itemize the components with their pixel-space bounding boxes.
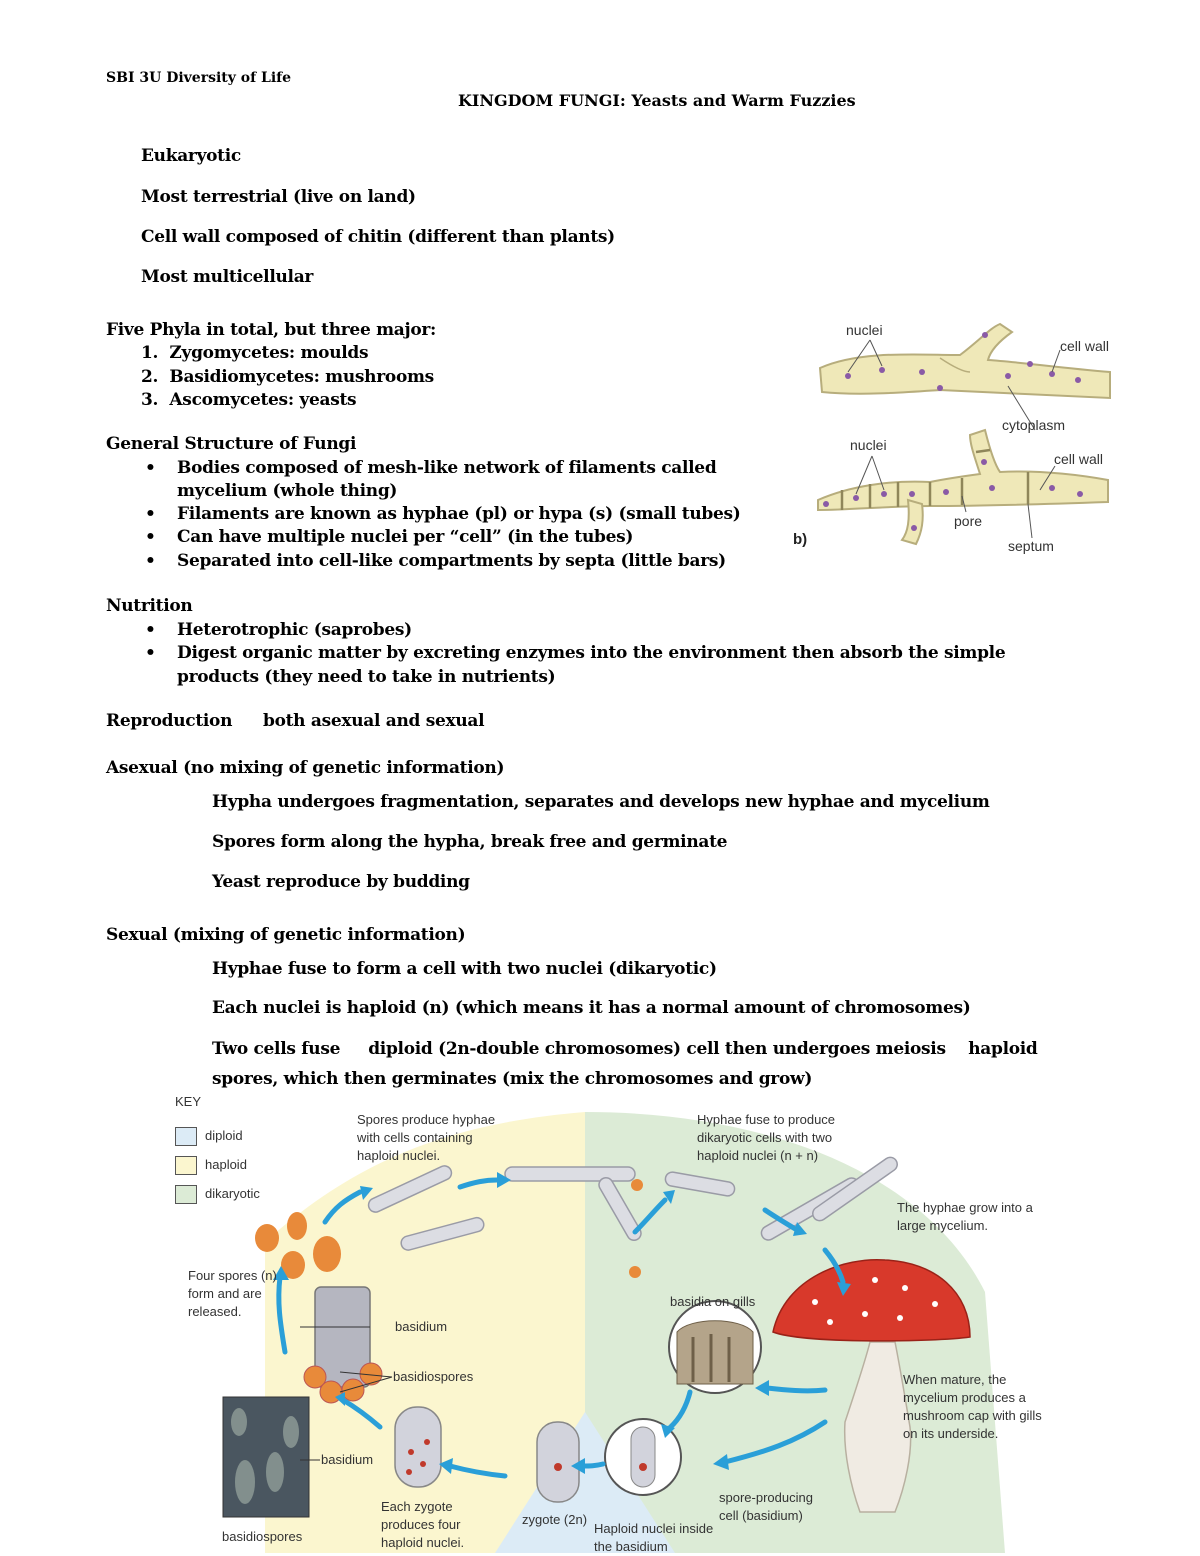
- caption-four-spores: Four spores (n) form and are released.: [188, 1268, 277, 1319]
- key-swatch-dikaryotic: [175, 1185, 197, 1204]
- phyla-item: 3. Ascomycetes: yeasts: [141, 390, 357, 410]
- structure-heading: General Structure of Fungi: [106, 434, 357, 454]
- sexual-item: Each nuclei is haploid (n) (which means it has a normal amount of chromosomes): [212, 998, 971, 1018]
- structure-item: Can have multiple nuclei per “cell” (in the tubes): [177, 527, 634, 547]
- sexual-item: Two cells fuse diploid (2n-double chromosomes) cell then undergoes meiosis haploid: [212, 1039, 1038, 1059]
- caption-hyphae-fuse: Hyphae fuse to produce dikaryotic cells with two haploid nuclei (n + n): [697, 1112, 836, 1163]
- bullet-icon: •: [145, 620, 156, 640]
- label-nuclei-bottom: nuclei: [850, 437, 887, 453]
- sexual-heading: Sexual (mixing of genetic information): [106, 925, 466, 945]
- nutrition-item: Digest organic matter by excreting enzymes into the environment then absorb the simple: [177, 643, 1006, 663]
- caption-basidia-on-gills: basidia on gills: [670, 1294, 756, 1309]
- fact-eukaryotic: Eukaryotic: [141, 146, 241, 166]
- label-nuclei-top: nuclei: [846, 322, 883, 338]
- nutrition-item: products (they need to take in nutrients): [177, 667, 556, 687]
- key-swatch-diploid: [175, 1127, 197, 1146]
- caption-when-mature: When mature, the mycelium produces a mushroom cap with gills on its underside.: [903, 1372, 1042, 1441]
- label-cytoplasm: cytoplasm: [1002, 417, 1066, 433]
- caption-basidium-1: basidium: [395, 1319, 448, 1334]
- phyla-heading: Five Phyla in total, but three major:: [106, 320, 437, 340]
- label-cell-wall-top: cell wall: [1060, 338, 1110, 354]
- bullet-icon: •: [145, 551, 156, 571]
- panel-label: b): [793, 531, 808, 548]
- caption-basidiospores-1: basidiospores: [393, 1369, 474, 1384]
- asexual-item: Yeast reproduce by budding: [212, 872, 470, 892]
- sexual-item: Hyphae fuse to form a cell with two nuclei (dikaryotic): [212, 959, 717, 979]
- hyphae-diagram: [790, 310, 1120, 570]
- course-header: SBI 3U Diversity of Life: [106, 70, 292, 86]
- label-cell-wall-bottom: cell wall: [1054, 451, 1104, 467]
- structure-item: Filaments are known as hyphae (pl) or hypa (s) (small tubes): [177, 504, 741, 524]
- structure-item: Bodies composed of mesh-like network of filaments called: [177, 458, 717, 478]
- fact-terrestrial: Most terrestrial (live on land): [141, 187, 416, 207]
- caption-grow-mycelium: The hyphae grow into a large mycelium.: [897, 1200, 1033, 1233]
- fact-multicellular: Most multicellular: [141, 267, 314, 287]
- asexual-item: Hypha undergoes fragmentation, separates and develops new hyphae and mycelium: [212, 792, 990, 812]
- phyla-item: 1. Zygomycetes: moulds: [141, 343, 369, 363]
- reproduction-text: both asexual and sexual: [263, 711, 485, 731]
- caption-haploid-nuclei: Haploid nuclei inside the basidium: [594, 1521, 714, 1554]
- caption-each-zygote: Each zygote produces four haploid nuclei.: [381, 1499, 465, 1550]
- label-pore: pore: [954, 513, 983, 529]
- structure-item: Separated into cell-like compartments by septa (little bars): [177, 551, 726, 571]
- nutrition-item: Heterotrophic (saprobes): [177, 620, 412, 640]
- key-label-diploid: diploid: [205, 1128, 243, 1143]
- caption-zygote: zygote (2n): [522, 1512, 588, 1527]
- structure-item: mycelium (whole thing): [177, 481, 398, 501]
- caption-basidium-2: basidium: [321, 1452, 374, 1467]
- gills-detail: [669, 1301, 761, 1393]
- key-label-haploid: haploid: [205, 1157, 247, 1172]
- reproduction-label: Reproduction: [106, 711, 233, 731]
- page-title: KINGDOM FUNGI: Yeasts and Warm Fuzzies: [458, 91, 856, 110]
- asexual-heading: Asexual (no mixing of genetic information): [106, 758, 505, 778]
- bullet-icon: •: [145, 527, 156, 547]
- nutrition-heading: Nutrition: [106, 596, 193, 616]
- key-swatch-haploid: [175, 1156, 197, 1175]
- sexual-item: spores, which then germinates (mix the chromosomes and grow): [212, 1069, 813, 1089]
- caption-basidiospores-2: basidiospores: [222, 1529, 303, 1544]
- key-title: KEY: [175, 1094, 202, 1109]
- caption-spore-producing: spore-producing cell (basidium): [719, 1490, 813, 1523]
- phyla-item: 2. Basidiomycetes: mushrooms: [141, 367, 434, 387]
- asexual-item: Spores form along the hypha, break free and germinate: [212, 832, 728, 852]
- bullet-icon: •: [145, 504, 156, 524]
- label-septum: septum: [1008, 538, 1054, 554]
- key-label-dikaryotic: dikaryotic: [205, 1186, 260, 1201]
- bullet-icon: •: [145, 643, 156, 663]
- fact-cell-wall: Cell wall composed of chitin (different than plants): [141, 227, 615, 247]
- caption-spores-produce: Spores produce hyphae with cells containing haploid nuclei.: [357, 1112, 496, 1163]
- bullet-icon: •: [145, 458, 156, 478]
- basidium-leaders: [300, 1320, 400, 1470]
